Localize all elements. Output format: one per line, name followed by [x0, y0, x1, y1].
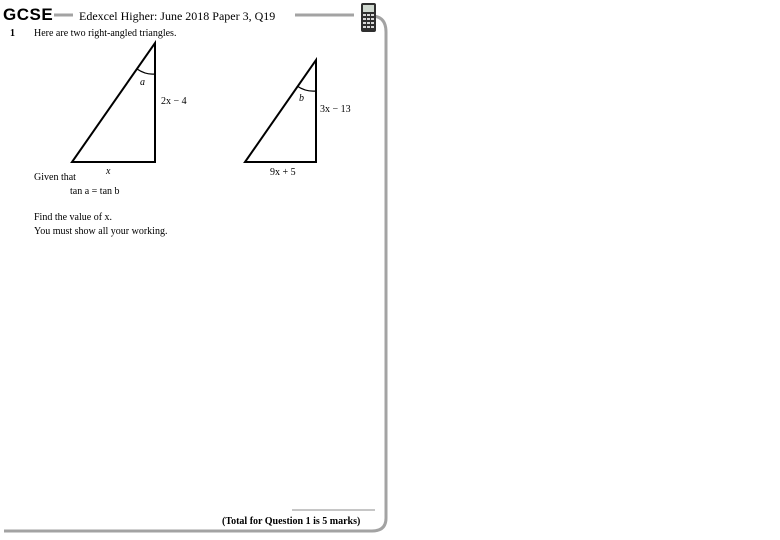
question-intro: Here are two right-angled triangles. — [34, 28, 177, 39]
base-x-label: x — [106, 166, 111, 177]
base-9x-plus-5-label: 9x + 5 — [270, 167, 296, 178]
angle-b-label: b — [299, 93, 304, 104]
side-2x-minus-4-label: 2x − 4 — [161, 96, 187, 107]
side-3x-minus-13-label: 3x − 13 — [320, 104, 351, 115]
condition-equation: tan a = tan b — [70, 186, 120, 197]
calculator-icon — [361, 3, 376, 32]
triangle-a-angle-arc — [137, 69, 155, 74]
source-title: Edexcel Higher: June 2018 Paper 3, Q19 — [79, 9, 276, 23]
page-border — [4, 16, 386, 531]
triangle-a — [72, 43, 155, 162]
working-instruction: You must show all your working. — [34, 226, 168, 237]
question-number: 1 — [10, 28, 15, 39]
task-instruction: Find the value of x. — [34, 212, 113, 223]
triangle-b — [245, 60, 316, 162]
given-label: Given that — [34, 172, 76, 183]
triangle-b-angle-arc — [297, 86, 316, 91]
total-marks: (Total for Question 1 is 5 marks) — [222, 516, 361, 527]
angle-a-label: a — [140, 77, 145, 88]
brand-logo: GCSE — [3, 5, 54, 24]
